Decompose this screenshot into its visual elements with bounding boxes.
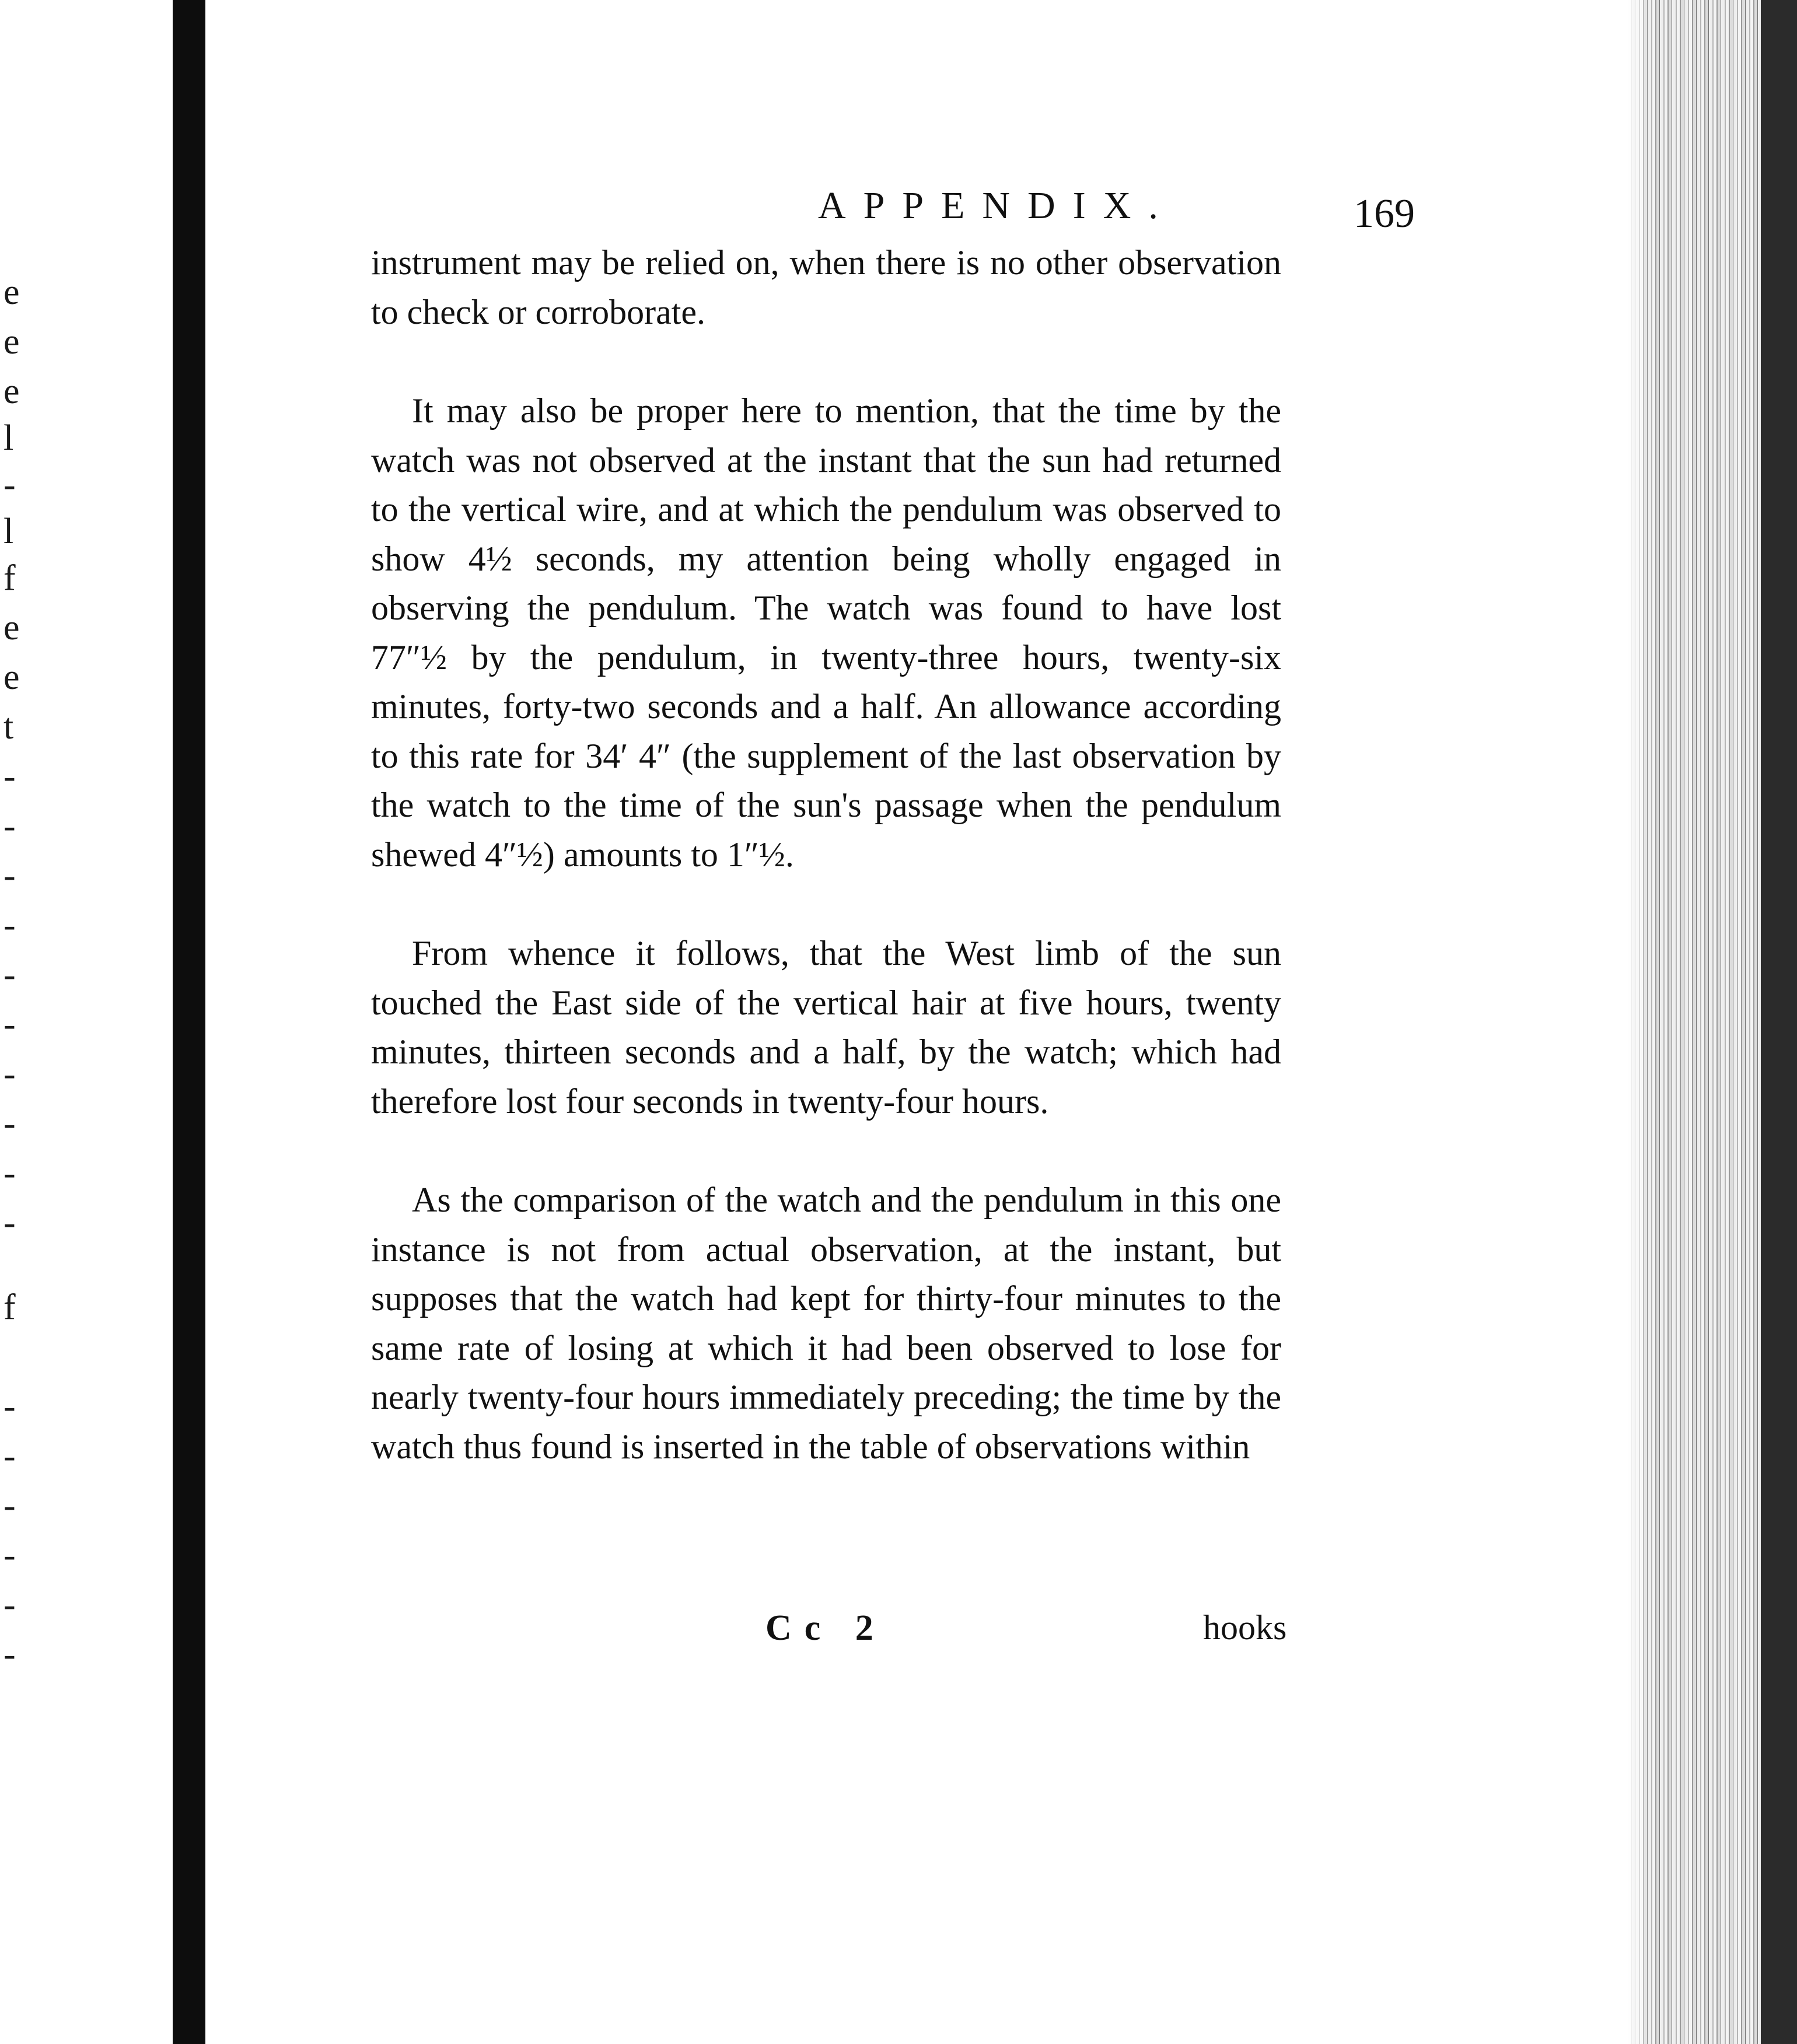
facing-page-letter: -	[4, 1436, 16, 1476]
catchword: hooks	[1203, 1608, 1287, 1647]
facing-page-letter: e	[4, 608, 20, 648]
facing-page-letter: -	[4, 856, 16, 895]
facing-page-letter: -	[4, 955, 16, 995]
facing-page-letter: e	[4, 272, 20, 312]
facing-page-letter: -	[4, 1387, 16, 1426]
facing-page-letter: f	[4, 1287, 16, 1327]
facing-page-letter: e	[4, 372, 20, 411]
page-edges	[1628, 0, 1797, 2044]
facing-page-letter: e	[4, 322, 20, 362]
facing-page-letter: -	[4, 806, 16, 846]
facing-page-letter: -	[4, 905, 16, 945]
facing-page-letter: l	[4, 418, 14, 458]
facing-page-letter: -	[4, 1104, 16, 1143]
facing-page-letter: -	[4, 1585, 16, 1625]
facing-page-letter: l	[4, 512, 14, 551]
book-page	[205, 0, 1628, 2044]
facing-page-letter: -	[4, 1153, 16, 1193]
signature-mark: Cc 2	[765, 1608, 886, 1648]
facing-page-letter: -	[4, 757, 16, 796]
page-number: 169	[1354, 191, 1415, 236]
running-head: APPENDIX.	[818, 184, 1176, 227]
paragraph: instrument may be relied on, when there is no other observation to check or corroborate.	[371, 243, 1281, 331]
facing-page-letter: f	[4, 558, 16, 598]
paragraph: As the comparison of the watch and the pendulum in this one instance is not from actual observation, at the instant, but supposes that the watch had kept for thirty-four minutes to the same rate of losing at which it had been observed to lose for nearly twenty-four hours immediately preceding; the time by the watch thus found is inserted in the table of observations within	[371, 1181, 1281, 1466]
body-text	[371, 238, 1281, 1471]
facing-page-letter: -	[4, 465, 16, 505]
facing-page-letter: -	[4, 1054, 16, 1094]
facing-page-edge	[0, 0, 173, 2044]
facing-page-letter: -	[4, 1203, 16, 1242]
facing-page-letter: -	[4, 1486, 16, 1525]
facing-page-letter: -	[4, 1535, 16, 1575]
facing-page-letter: -	[4, 1634, 16, 1674]
facing-page-letter: e	[4, 657, 20, 697]
facing-page-letter: -	[4, 1005, 16, 1044]
paragraph: From whence it follows, that the West limb of the sun touched the East side of the vertical hair at five hours, twenty minutes, thirteen seconds and a half, by the watch; which had therefore lost four seconds in twenty-four hours.	[371, 934, 1281, 1121]
book-gutter	[173, 0, 205, 2044]
paragraph: It may also be proper here to mention, that the time by the watch was not observed at the instant that the sun had returned to the vertical wire, and at which the pendulum was observed to show 4½ seconds, my attention being wholly engaged in observing the pendulum. The watch was found to have lost 77″½ by the pendulum, in twenty-three hours, twenty-six minutes, forty-two seconds and a half. An allowance according to this rate for 34′ 4″ (the supplement of the last observation by the watch to the time of the sun's passage when the pendulum shewed 4″½) amounts to 1″½.	[371, 391, 1281, 874]
facing-page-letter: t	[4, 707, 14, 747]
